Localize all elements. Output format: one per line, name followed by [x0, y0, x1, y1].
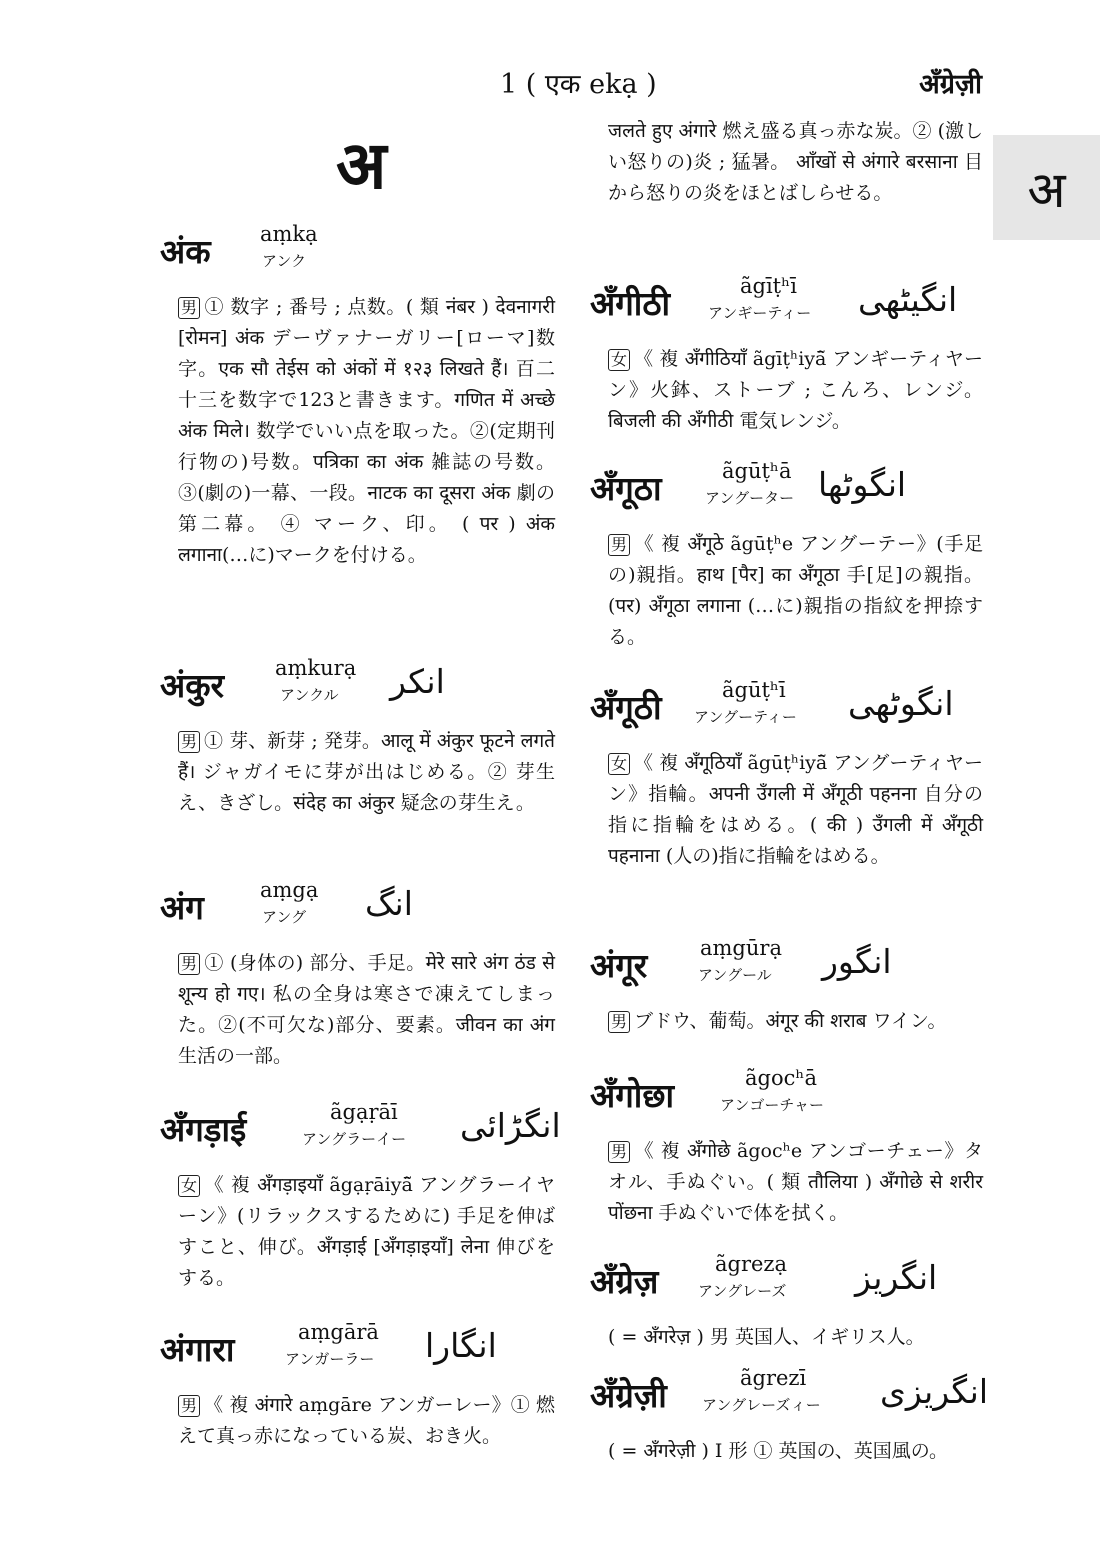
- urdu-spelling: انگوٹھا: [818, 465, 907, 504]
- definition-text: ① (身体の) 部分、手足。मेरे सारे अंग ठंड से शून्य हो गए। 私の全身は寒さで凍えてしまった。②(不可欠な)部分、要素。जीवन का अंग 生活の一部。: [178, 952, 555, 1067]
- transliteration: ãgrezī: [740, 1366, 807, 1390]
- katakana: アングレーズィー: [702, 1396, 821, 1414]
- transliteration: aṃkurạ: [275, 656, 357, 680]
- gender-box: 女: [178, 1175, 200, 1197]
- katakana: アングール: [698, 966, 772, 984]
- definition-text: 《 複 अँगीठियाँ ãgīṭʰiyā̃ アンギーティヤーン》火鉢、ストーブ ; こんろ、レンジ。बिजली की अँगीठी 電気レンジ。: [608, 348, 983, 432]
- entry: [160, 656, 555, 819]
- definition-text: ブドウ、葡萄。अंगूर की शराब ワイン。: [634, 1010, 947, 1032]
- gender-box: 男: [178, 731, 200, 753]
- definition-text: 《 複 अँगूठे ãgūṭʰe アングーテー》(手足の)親指。हाथ [पैर] का अँगूठा 手[足]の親指。(पर) अँगूठा लगाना (…に)親指の指紋を押捺する。: [608, 533, 983, 648]
- headword: अंक: [160, 232, 211, 271]
- urdu-spelling: انگڑائی: [460, 1106, 561, 1145]
- katakana: アンギーティー: [708, 304, 812, 322]
- urdu-spelling: انگوٹھی: [848, 684, 954, 723]
- headword: अँगूठी: [590, 688, 662, 727]
- entry: [590, 1366, 989, 1467]
- katakana: アングーター: [705, 489, 795, 507]
- transliteration: aṃgārā: [298, 1320, 379, 1344]
- headword: अँगूठा: [590, 469, 662, 508]
- headword: अंगारा: [160, 1330, 235, 1369]
- urdu-spelling: انگریز: [855, 1258, 938, 1297]
- transliteration: ãgrezạ: [715, 1252, 788, 1276]
- gender-box: 女: [608, 753, 630, 775]
- definition: [590, 529, 983, 653]
- headword: अंग: [160, 888, 204, 927]
- katakana: アングレーズ: [698, 1282, 787, 1300]
- transliteration: ãgīṭʰī: [740, 274, 797, 298]
- entry: [160, 878, 555, 1072]
- definition-text: 《 複 अँगोछे ãgocʰe アンゴーチェー》タオル、手ぬぐい。( 類 तौलिया ) अँगोछे से शरीर पोंछना 手ぬぐいで体を拭く。: [608, 1140, 983, 1224]
- entry: [160, 1100, 561, 1294]
- katakana: アングラーイー: [302, 1130, 407, 1148]
- urdu-spelling: انکر: [390, 662, 445, 701]
- definition-text: ① 数字 ; 番号 ; 点数。( 類 नंबर ) देवनागरी [रोमन] अंक デーヴァナーガリー[ローマ]数字。एक सौ तेईस को अंकों में १२३ लिखते हैं। 百二十三を数字で123と書きます。गणित में अच्छे अंक मिले। 数学でいい点を取った。②(定期刊行物の)号数。पत्रिका का अंक 雑誌の号数。③(劇の)一幕、一段。नाटक का दूसरा अंक 劇の第二幕。 ④ マーク、印。 ( पर ) अंक लगाना(…に)マークを付ける。: [178, 296, 555, 566]
- definition: [590, 748, 983, 872]
- page-number: 1 ( एक ekạ ): [500, 69, 657, 100]
- definition: [160, 1170, 555, 1294]
- entry: [590, 274, 983, 437]
- gender-box: 女: [608, 349, 630, 371]
- definition: [590, 1436, 983, 1467]
- entry: [590, 678, 983, 872]
- transliteration: aṃgūrạ: [700, 936, 782, 960]
- headword: अँगड़ाई: [160, 1110, 247, 1149]
- urdu-spelling: انگ: [365, 884, 413, 923]
- definition: [160, 1390, 555, 1452]
- transliteration: aṃkạ: [260, 222, 318, 246]
- continuation-text: जलते हुए अंगारे 燃え盛る真っ赤な炭。② (激しい怒りの)炎 ; 猛暑。 आँखों से अंगारे बरसाना 目から怒りの炎をほとばしらせる。: [608, 120, 983, 204]
- definition: [590, 1136, 983, 1229]
- transliteration: aṃgạ: [260, 878, 319, 902]
- running-head: अँग्रेज़ी: [919, 69, 982, 100]
- headword: अंगूर: [590, 946, 648, 985]
- katakana: アングーティー: [694, 708, 797, 726]
- headword: अँगोछा: [590, 1076, 675, 1115]
- section-letter: अ: [336, 126, 387, 204]
- transliteration: ãgūṭʰī: [722, 678, 786, 702]
- katakana: アング: [262, 908, 307, 926]
- urdu-spelling: انگور: [822, 942, 892, 981]
- katakana: アンク: [262, 252, 307, 270]
- gender-box: 男: [178, 1395, 200, 1417]
- transliteration: ãgūṭʰā: [722, 459, 792, 483]
- index-tab[interactable]: [993, 135, 1100, 240]
- urdu-spelling: انگارا: [425, 1326, 497, 1365]
- transliteration: ãgocʰā: [745, 1066, 817, 1090]
- definition-text: 《 複 अंगारे aṃgāre アンガーレー》① 燃えて真っ赤になっている炭、おき火。: [178, 1394, 555, 1447]
- definition-text: 《 複 अँगूठियाँ ãgūṭʰiyā̃ アングーティヤーン》指輪。अपनी उँगली में अँगूठी पहनना 自分の指に指輪をはめる。( की ) उँगली में अँगूठी पहनाना (人の)指に指輪をはめる。: [608, 752, 983, 867]
- headword: अंकुर: [160, 666, 225, 705]
- gender-box: 男: [608, 534, 630, 556]
- definition: [590, 1006, 983, 1037]
- headword: अँग्रेज़: [590, 1262, 659, 1301]
- definition-text: ① 芽、新芽 ; 発芽。आलू में अंकुर फूटने लगते हैं। ジャガイモに芽が出はじめる。② 芽生え、きざし。संदेह का अंकुर 疑念の芽生え。: [178, 730, 555, 814]
- definition-text: ( = अँगरेज़ी ) I 形 ① 英国の、英国風の。: [608, 1440, 949, 1462]
- definition: [160, 726, 555, 819]
- definition-text: ( = अँगरेज़ ) 男 英国人、イギリス人。: [608, 1326, 925, 1348]
- headword: अँगीठी: [590, 284, 671, 323]
- gender-box: 男: [178, 297, 200, 319]
- transliteration: ãgạṛāī: [330, 1100, 398, 1124]
- gender-box: 男: [178, 953, 200, 975]
- urdu-spelling: انگیٹھی: [858, 280, 958, 319]
- definition: [160, 948, 555, 1072]
- entry: [160, 222, 555, 571]
- gender-box: 男: [608, 1011, 630, 1033]
- gender-box: 男: [608, 1141, 630, 1163]
- definition: [160, 292, 555, 571]
- katakana: アンゴーチャー: [720, 1096, 824, 1114]
- entry: [590, 1066, 983, 1229]
- entry: [590, 459, 983, 653]
- definition: [590, 1322, 983, 1353]
- definition: [590, 344, 983, 437]
- katakana: アンクル: [280, 686, 339, 704]
- urdu-spelling: انگریزی: [880, 1372, 989, 1411]
- headword: अँग्रेज़ी: [590, 1376, 667, 1415]
- entry: [590, 1252, 983, 1353]
- katakana: アンガーラー: [285, 1350, 375, 1368]
- entry: [160, 1320, 555, 1452]
- definition-text: 《 複 अँगड़ाइयाँ ãgạṛāiyā̃ アングラーイヤーン》(リラックスするために) 手足を伸ばすこと、伸び。अँगड़ाई [अँगड़ाइयाँ] लेना 伸びをする。: [178, 1174, 555, 1289]
- entry: [590, 936, 983, 1037]
- index-tab-letter: अ: [1027, 160, 1066, 219]
